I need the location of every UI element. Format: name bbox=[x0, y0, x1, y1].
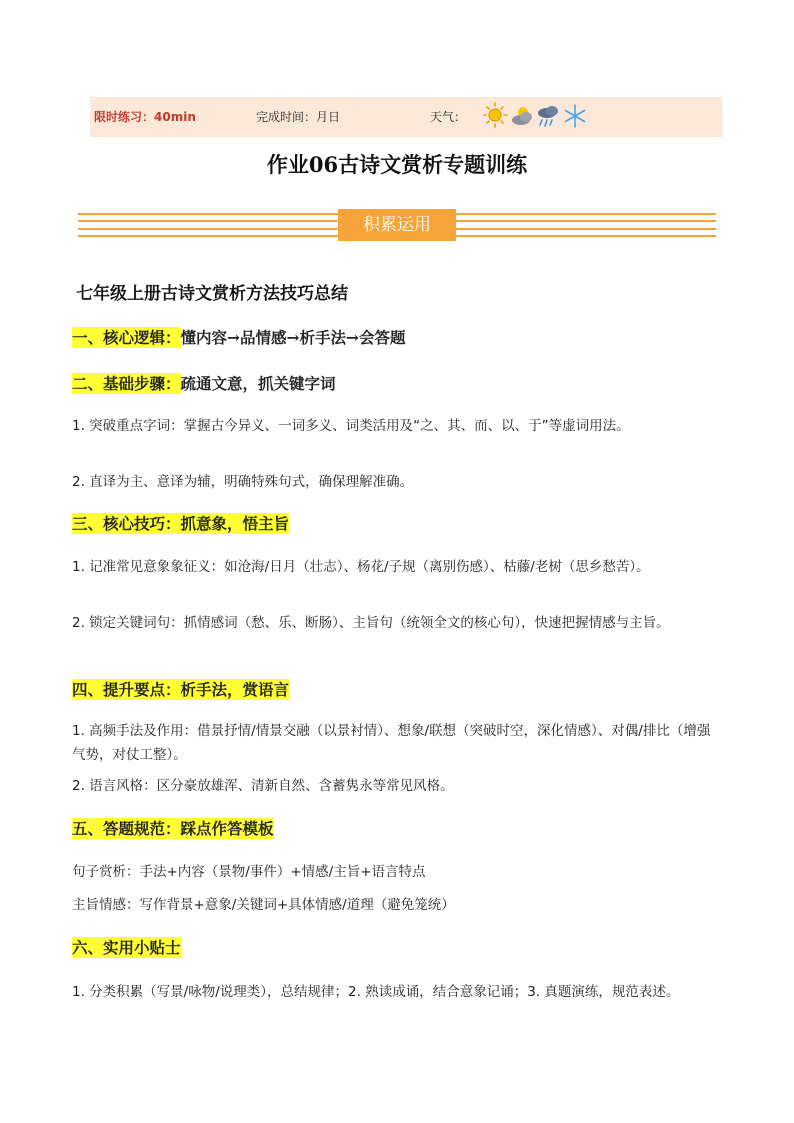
banner-label: 积累运用 bbox=[338, 209, 456, 241]
heading-answer-format bbox=[72, 818, 274, 840]
page-title: 作业06古诗文赏析专题训练 bbox=[266, 152, 528, 177]
snowflake-icon bbox=[566, 105, 585, 127]
paragraph: 1. 记准常见意象象征义：如沧海/日月（壮志）、杨花/子规（离别伤感）、枯藤/老树（思乡愁苦）。 bbox=[72, 559, 650, 575]
heading-highlight: 四、提升要点：析手法，赏语言 bbox=[72, 680, 290, 699]
heading-tail: 懂内容→品情感→析手法→会答题 bbox=[180, 328, 406, 347]
weather-icons bbox=[483, 101, 593, 131]
paragraph: 2. 直译为主、意译为辅，明确特殊句式，确保理解准确。 bbox=[72, 474, 414, 490]
heading-highlight: 一、核心逻辑： bbox=[72, 328, 181, 347]
paragraph: 2. 语言风格：区分豪放雄浑、清新自然、含蓄隽永等常见风格。 bbox=[72, 778, 454, 794]
rain-icon bbox=[538, 106, 558, 126]
paragraph: 1. 高频手法及作用：借景抒情/情景交融（以景衬情）、想象/联想（突破时空，深化情感）、对偶/排比（增强气势，对仗工整）。 bbox=[72, 723, 711, 763]
info-bar bbox=[90, 97, 722, 137]
paragraph: 1. 分类积累（写景/咏物/说理类），总结规律；2. 熟读成诵，结合意象记诵；3. 真题演练，规范表述。 bbox=[72, 984, 680, 1000]
cloud-sun-icon bbox=[512, 107, 532, 125]
paragraph: 主旨情感：写作背景+意象/关键词+具体情感/道理（避免笼统） bbox=[72, 897, 455, 913]
time-limit: 限时练习：40min bbox=[94, 110, 196, 124]
heading-core-logic bbox=[72, 327, 405, 349]
paragraph: 2. 锁定关键词句：抓情感词（愁、乐、断肠）、主旨句（统领全文的核心句），快速把握情感与主旨。 bbox=[72, 615, 670, 631]
heading-tail: 疏通文意，抓关键字词 bbox=[180, 374, 336, 393]
completion-time: 完成时间：月日 bbox=[256, 110, 341, 124]
section-title: 七年级上册古诗文赏析方法技巧总结 bbox=[76, 284, 348, 304]
heading-highlight: 三、核心技巧：抓意象，悟主旨 bbox=[72, 514, 290, 533]
sun-icon bbox=[483, 103, 507, 127]
heading-highlight: 五、答题规范：踩点作答模板 bbox=[72, 819, 274, 838]
heading-basic-steps bbox=[72, 373, 336, 395]
paragraph: 1. 突破重点字词：掌握古今异义、一词多义、词类活用及“之、其、而、以、于”等虚词用法。 bbox=[72, 418, 630, 434]
heading-highlight: 六、实用小贴士 bbox=[72, 938, 181, 957]
heading-highlight: 二、基础步骤： bbox=[72, 374, 181, 393]
paragraph: 句子赏析：手法+内容（景物/事件）+情感/主旨+语言特点 bbox=[72, 864, 426, 880]
heading-core-skills bbox=[72, 513, 289, 535]
heading-improvement bbox=[72, 679, 289, 701]
weather-label: 天气： bbox=[430, 110, 467, 124]
heading-tips bbox=[72, 937, 181, 959]
